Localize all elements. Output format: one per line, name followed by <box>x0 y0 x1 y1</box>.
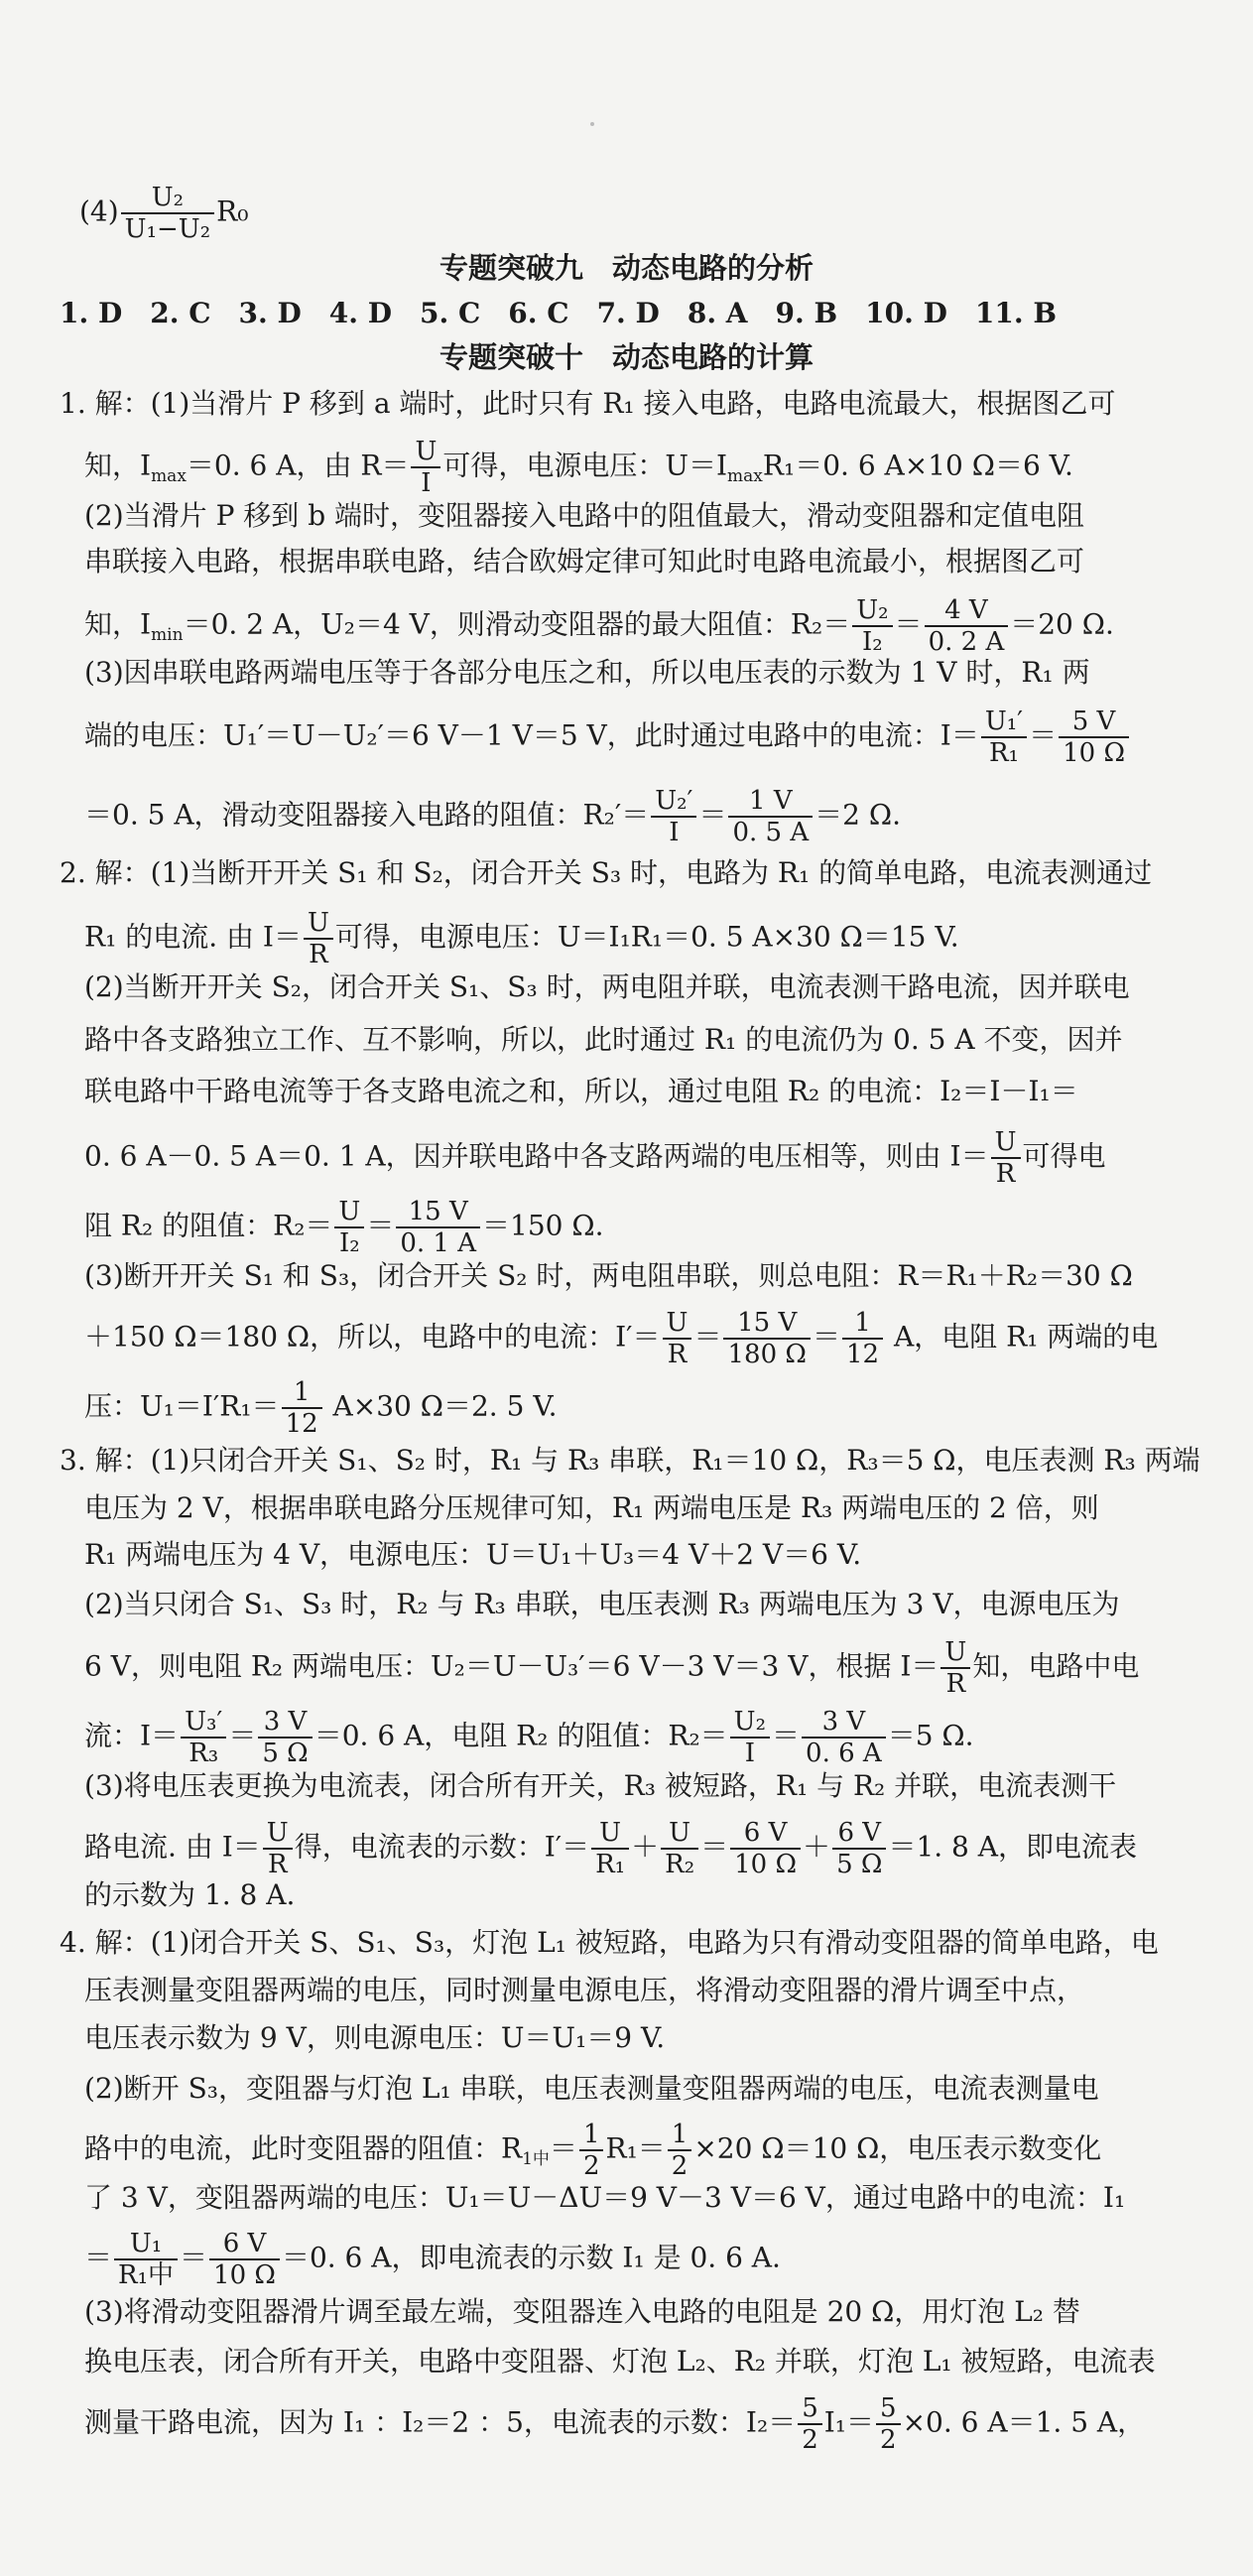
q1-line-2: 知，$I_{max}=0$. 6 A，由 R＝ $\frac{U}{I}$ 可得，电源电压：$U=I_{max}R_1=0$. 6 A×10 Ω＝6 V. <box>84 437 1073 498</box>
q2-line-7: 阻 R₂ 的阻值：R₂＝ $\frac{U}{\text{I₂}}$ ＝ $\frac{15 V}{0. 1 A}$ ＝150 Ω. <box>84 1197 604 1258</box>
q4-line-7: ＝ U₁ R₁中 ＝ $\frac{6 V}{10 \Omega}$ ＝0. 6 A，即电流表的示数 I₁ 是 0. 6 A. <box>84 2229 781 2290</box>
q1-line-8: ＝0. 5 A，滑动变阻器接入电路的阻值：R₂′＝ $\frac{\text{U₂′}}{I}$ ＝ $\frac{1 V}{0. 5 A}$ ＝2 Ω. <box>84 786 901 847</box>
q1-line-3: (2)当滑片 P 移到 b 端时，变阻器接入电路中的阻值最大，滑动变阻器和定值电阻 <box>84 499 1085 532</box>
q3-line-8: 路电流. 由 I＝ $\frac{U}{R}$ 得，电流表的示数：I′＝ $\frac{U}{\text{R₁}}$ ＋ $\frac{U}{\text{R₂}}$ ＝ $\frac{6 V}{10 \Omega}$ ＋ $\frac{6 V}{5 \Omega}$ ＝1. 8 A，即电流表 <box>84 1818 1137 1879</box>
q4-line-9: 换电压表，闭合所有开关，电路中变阻器、灯泡 L₂、R₂ 并联，灯泡 L₁ 被短路，电流表 <box>84 2345 1156 2378</box>
section-heading-9: 专题突破九 动态电路的分析 <box>439 251 814 285</box>
q1-line-1: 1. 解：(1)当滑片 P 移到 a 端时，此时只有 R₁ 接入电路，电路电流最大，根据图乙可 <box>60 387 1116 420</box>
q1-line-7: 端的电压：U₁′＝U－U₂′＝6 V－1 V＝5 V，此时通过电路中的电流：I＝ $\frac{\text{U₁′}}{\text{R₁}}$ ＝ $\frac{5 V}{10 \Omega}$ <box>84 707 1131 768</box>
q3-line-1: 3. 解：(1)只闭合开关 S₁、S₂ 时，R₁ 与 R₃ 串联，R₁＝10 Ω，R₃＝5 Ω，电压表测 R₃ 两端 <box>60 1444 1200 1477</box>
q3-line-4: (2)当只闭合 S₁、S₃ 时，R₂ 与 R₃ 串联，电压表测 R₃ 两端电压为 3 V，电源电压为 <box>84 1588 1120 1620</box>
q1-line-6: (3)因串联电路两端电压等于各部分电压之和，所以电压表的示数为 1 V 时，R₁ 两 <box>84 656 1090 689</box>
q2-line-10: 压：U₁＝I′R₁＝ $\frac{1}{12}$ A×30 Ω＝2. 5 V. <box>84 1377 558 1439</box>
q4-line-10: 测量干路电流，因为 I₁ ：I₂＝2 ：5，电流表的示数：I₂＝ $\frac{5}{2}$ I₁＝ $\frac{5}{2}$ ×0. 6 A＝1. 5 A， <box>84 2393 1146 2455</box>
q3-line-5: 6 V，则电阻 R₂ 两端电压：U₂＝U－U₃′＝6 V－3 V＝3 V，根据 I＝ $\frac{U}{R}$ 知，电路中电 <box>84 1637 1140 1699</box>
q3-line-3: R₁ 两端电压为 4 V，电源电压：U＝U₁＋U₃＝4 V＋2 V＝6 V. <box>84 1538 862 1571</box>
scan-dot <box>590 122 594 126</box>
q3-line-9: 的示数为 1. 8 A. <box>84 1878 296 1911</box>
q4-line-2: 压表测量变阻器两端的电压，同时测量电源电压，将滑动变阻器的滑片调至中点， <box>84 1974 1085 2006</box>
q1-line-5: 知，$I_{min}=0$. 2 A，U₂＝4 V，则滑动变阻器的最大阻值：R₂＝ $\frac{\text{U₂}}{\text{I₂}}$ ＝ $\frac{4 V}{0. 2 A}$ ＝20 Ω. <box>84 595 1114 657</box>
item4-line: (4) $\frac{\text{U₂}}{\text{U₁−U₂}}$ R₀ <box>79 183 249 244</box>
q3-line-2: 电压为 2 V，根据串联电路分压规律可知，R₁ 两端电压是 R₃ 两端电压的 2 倍，则 <box>84 1491 1099 1524</box>
q3-line-6: 流：I＝ $\frac{\text{U₃′}}{\text{R₃}}$ ＝ $\frac{3 V}{5 \Omega}$ ＝0. 6 A，电阻 R₂ 的阻值：R₂＝ $\frac{\text{U₂}}{I}$ ＝ $\frac{3 V}{0. 6 A}$ ＝5 Ω. <box>84 1707 974 1768</box>
q2-line-2: R₁ 的电流. 由 I＝ $\frac{U}{R}$ 可得，电源电压：U＝I₁R₁＝0. 5 A×30 Ω＝15 V. <box>84 908 959 969</box>
q1-line-4: 串联接入电路，根据串联电路，结合欧姆定律可知此时电路电流最小，根据图乙可 <box>84 545 1085 578</box>
answers-row-9: 1. D 2. C 3. D 4. D 5. C 6. C 7. D 8. A 9. B 10. D 11. B <box>60 297 1058 329</box>
q2-line-4: 路中各支路独立工作、互不影响，所以，此时通过 R₁ 的电流仍为 0. 5 A 不变，因并 <box>84 1023 1123 1056</box>
fraction: $\frac{\text{U₂}}{\text{U₁−U₂}}$ <box>121 183 214 244</box>
q4-line-5: 路中的电流，此时变阻器的阻值：$R_{1中}=$ $\frac{1}{2}$ R₁＝ $\frac{1}{2}$ ×20 Ω＝10 Ω，电压表示数变化 <box>84 2120 1102 2181</box>
q2-line-9: ＋150 Ω＝180 Ω，所以，电路中的电流：I′＝ $\frac{U}{R}$ ＝ $\frac{15 V}{180 \Omega}$ ＝ $\frac{1}{12}$ A，电阻 R₁ 两端的电 <box>84 1308 1159 1369</box>
q2-line-6: 0. 6 A－0. 5 A＝0. 1 A，因并联电路中各支路两端的电压相等，则由 I＝ $\frac{U}{R}$ 可得电 <box>84 1127 1106 1189</box>
q2-line-1: 2. 解：(1)当断开开关 S₁ 和 S₂，闭合开关 S₃ 时，电路为 R₁ 的简单电路，电流表测通过 <box>60 856 1153 889</box>
q4-line-3: 电压表示数为 9 V，则电源电压：U＝U₁＝9 V. <box>84 2021 666 2054</box>
q4-line-6: 了 3 V，变阻器两端的电压：U₁＝U－ΔU＝9 V－3 V＝6 V，通过电路中的电流：I₁ <box>84 2181 1126 2214</box>
q4-line-1: 4. 解：(1)闭合开关 S、S₁、S₃，灯泡 L₁ 被短路，电路为只有滑动变阻器的简单电路，电 <box>60 1926 1159 1959</box>
q3-line-7: (3)将电压表更换为电流表，闭合所有开关，R₃ 被短路，R₁ 与 R₂ 并联，电流表测干 <box>84 1769 1117 1802</box>
q4-line-4: (2)断开 S₃，变阻器与灯泡 L₁ 串联，电压表测量变阻器两端的电压，电流表测量电 <box>84 2072 1099 2105</box>
q2-line-8: (3)断开开关 S₁ 和 S₃，闭合开关 S₂ 时，两电阻串联，则总电阻：R＝R₁＋R₂＝30 Ω <box>84 1259 1133 1292</box>
section-heading-10: 专题突破十 动态电路的计算 <box>439 340 814 374</box>
q2-line-5: 联电路中干路电流等于各支路电流之和，所以，通过电阻 R₂ 的电流：I₂＝I－I₁＝ <box>84 1075 1078 1107</box>
q2-line-3: (2)当断开开关 S₂，闭合开关 S₁、S₃ 时，两电阻并联，电流表测干路电流，因并联电 <box>84 970 1130 1003</box>
q4-line-8: (3)将滑动变阻器滑片调至最左端，变阻器连入电路的电阻是 20 Ω，用灯泡 L₂ 替 <box>84 2295 1080 2328</box>
